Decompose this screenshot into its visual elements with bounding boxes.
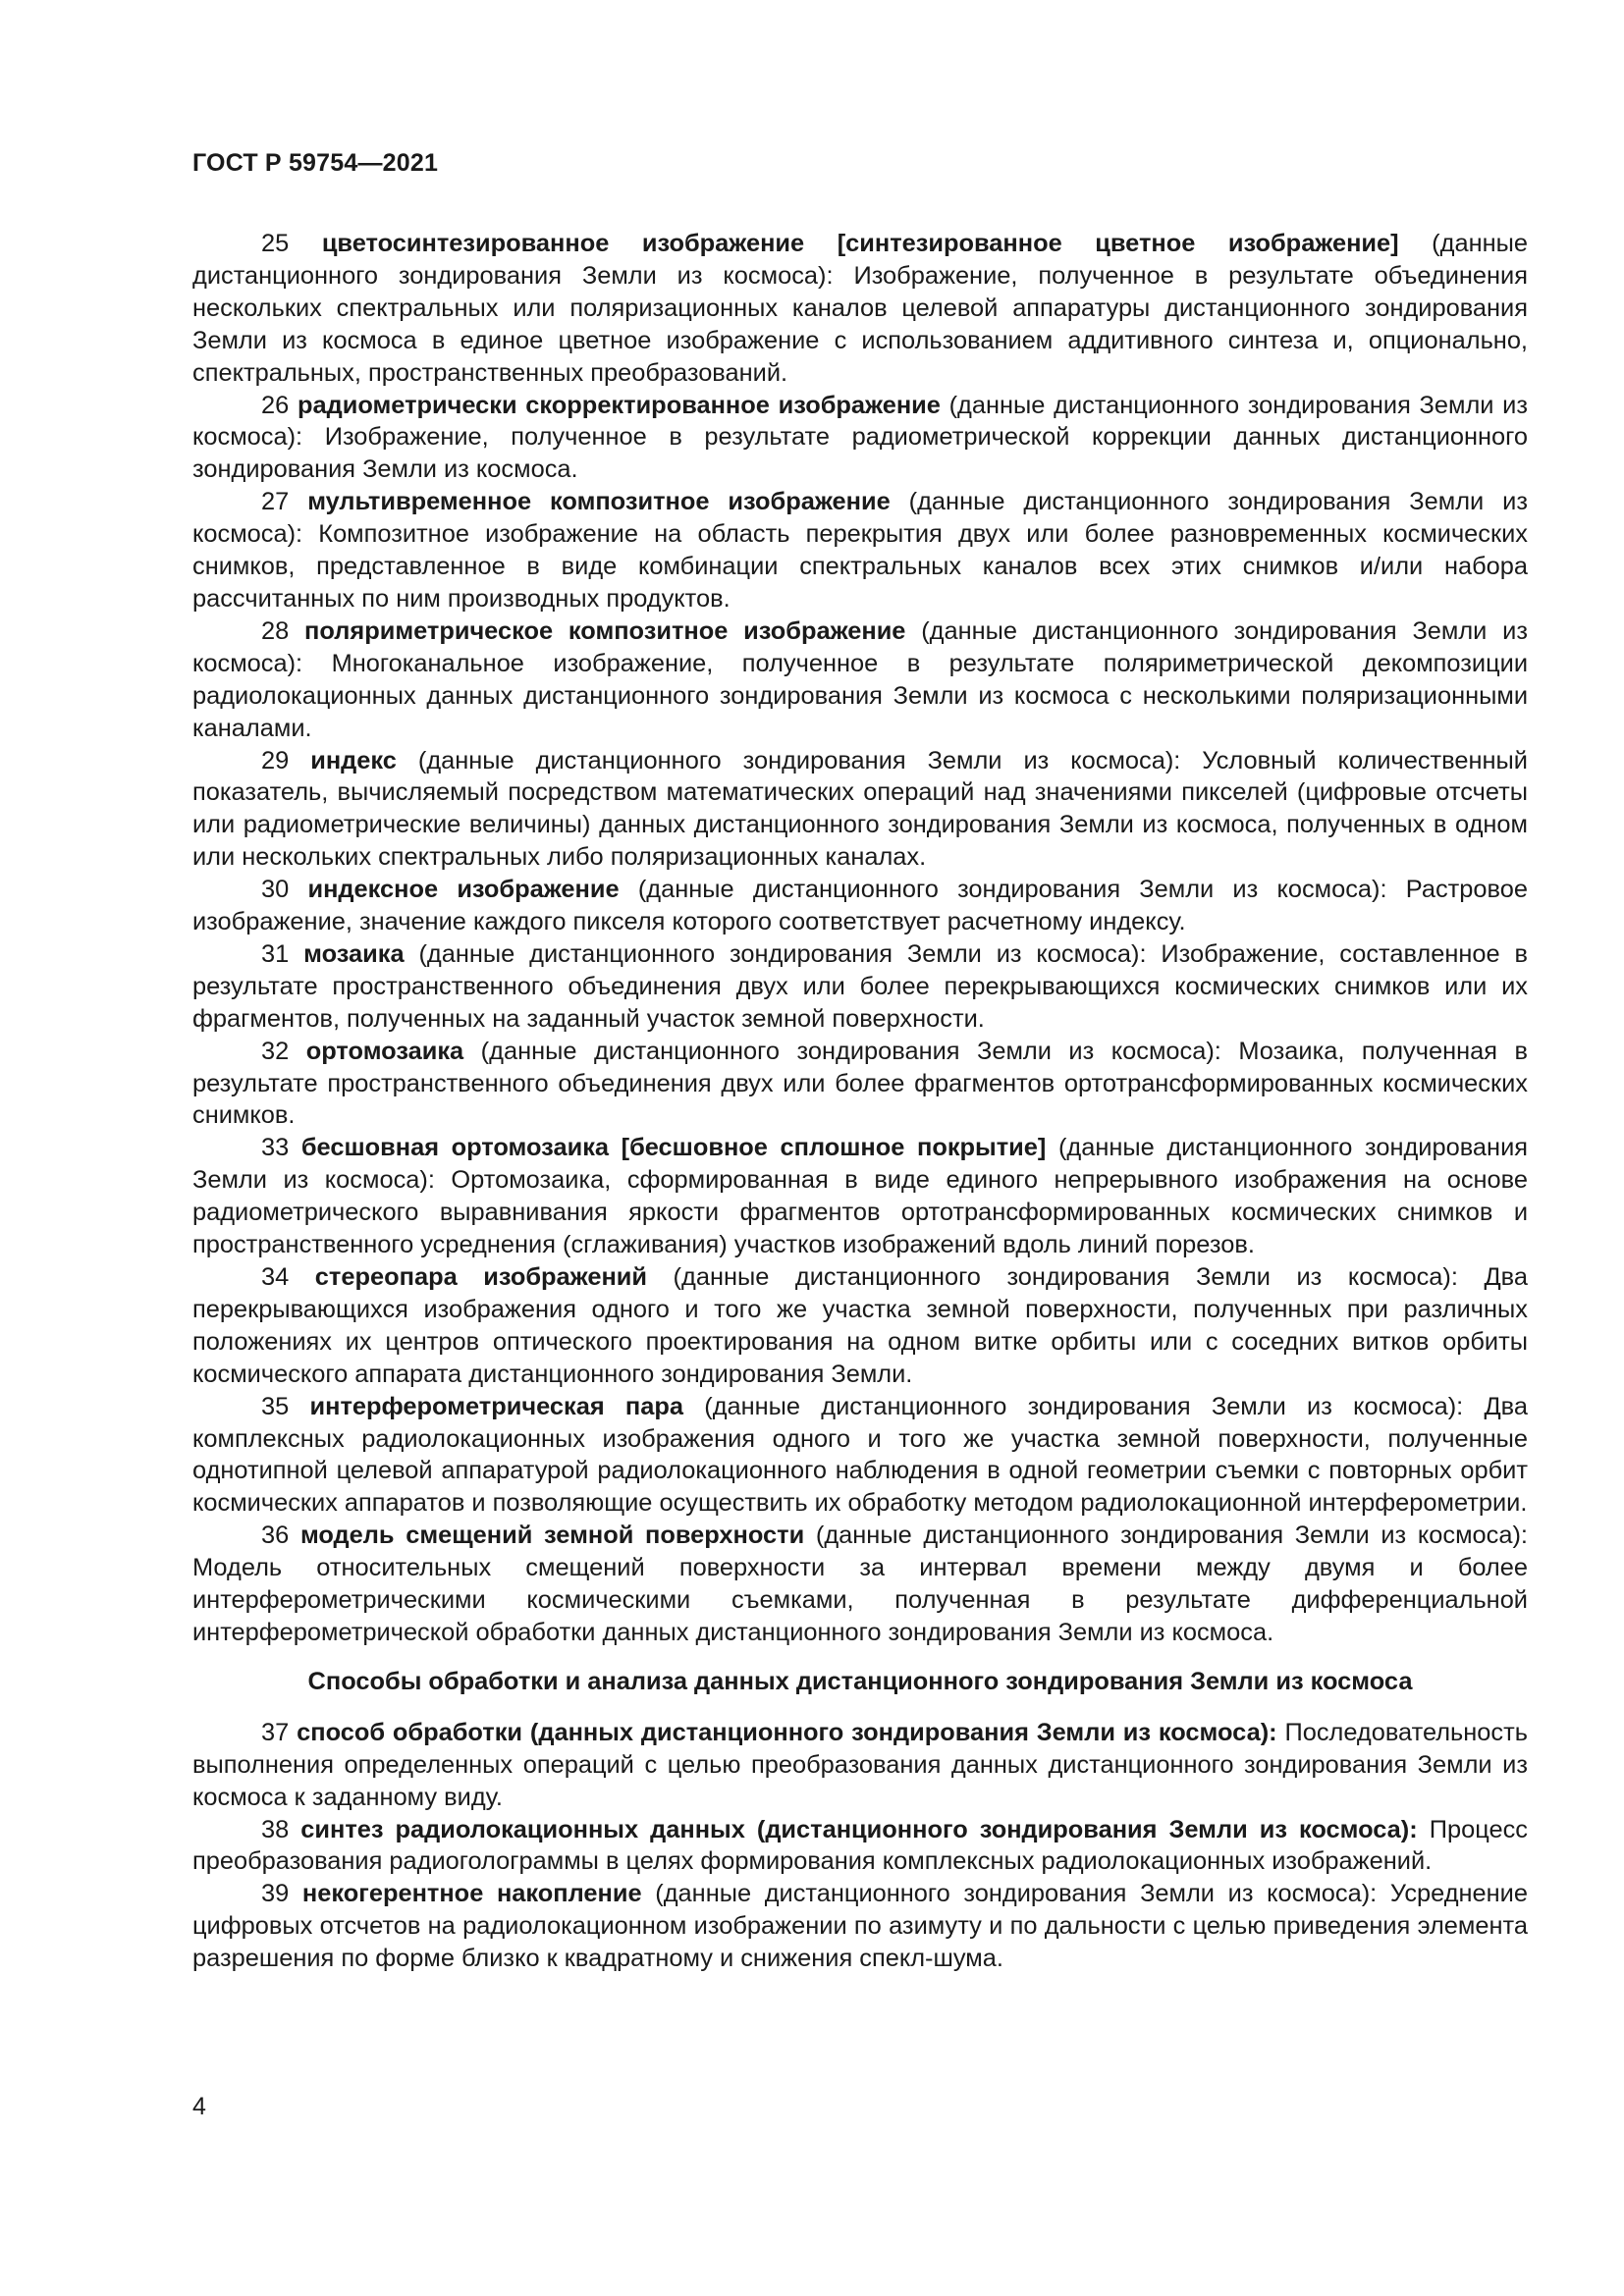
term-entry-33 — [192, 1132, 1528, 1261]
term-definition: (данные дистанционного зондирования Земли из космоса): Два перекрывающихся изображения одного и того же участка земной поверхности, полученных при различных положениях их центров оптического проектирования на одном витке орбиты или с соседних витков орбиты космического аппарата дистанционного зондирования Земли. — [192, 1263, 1528, 1388]
term-entry-35 — [192, 1391, 1528, 1521]
term-number: 28 — [261, 616, 290, 645]
term-entry-32 — [192, 1036, 1528, 1133]
term-title: некогерентное накопление — [301, 1880, 642, 1908]
term-definition: (данные дистанционного зондирования Земли из космоса): Два комплексных радиолокационных изображения одного и того же участка земной поверхности, полученные однотипной целевой аппаратурой радиолокационного наблюдения в одной геометрии съемки с повторных орбит космических аппаратов и позволяющие осуществить их обработку методом радиолокационной интерферометрии. — [192, 1392, 1528, 1518]
page-number: 4 — [192, 2093, 206, 2120]
term-number: 27 — [261, 488, 290, 516]
term-title: модель смещений земной поверхности — [299, 1522, 805, 1550]
term-definition: (данные дистанционного зондирования Земли из космоса): Условный количественный показатель, вычисляемый посредством математических операций над значениями пикселей (цифровые отсчеты или радиометрические величины) данных дистанционного зондирования Земли из космоса, полученных в одном или нескольких спектральных либо поляризационных каналах. — [192, 746, 1528, 872]
term-title: индексное изображение — [307, 876, 620, 904]
term-number: 38 — [261, 1815, 290, 1843]
term-definition: (данные дистанционного зондирования Земли из космоса): Изображение, составленное в результате пространственного объединения двух или более перекрывающихся космических снимков или их фрагментов, полученных на заданный участок земной поверхности. — [192, 939, 1528, 1033]
term-definition: (данные дистанционного зондирования Земли из космоса): Изображение, полученное в результате объединения нескольких спектральных или поляризационных каналов целевой аппаратуры дистанционного зондирования Земли из космоса в единое цветное изображение с использованием аддитивного синтеза и, опционально, спектральных, пространственных преобразований. — [192, 230, 1528, 387]
term-definition: (данные дистанционного зондирования Земли из космоса): Мозаика, полученная в результате пространственного объединения двух или более фрагментов ортотрансформированных космических снимков. — [192, 1037, 1528, 1130]
term-title: поляриметрическое композитное изображение — [304, 616, 906, 645]
term-title: ортомозаика — [305, 1037, 464, 1065]
term-title: индекс — [310, 746, 397, 774]
term-definition: (данные дистанционного зондирования Земли из космоса): Многоканальное изображение, полученное в результате поляриметрической декомпозиции радиолокационных данных дистанционного зондирования Земли из космоса с несколькими поляризационными каналами. — [192, 616, 1528, 742]
term-definition: Последовательность выполнения определенных операций с целью преобразования данных дистанционного зондирования Земли из космоса к заданному виду. — [192, 1718, 1528, 1811]
term-number: 29 — [261, 746, 290, 774]
term-definition: (данные дистанционного зондирования Земли из космоса): Композитное изображение на область перекрытия двух или более разновременных космических снимков, представленное в виде комбинации спектральных каналов всех этих снимков и/или набора рассчитанных по ним производных продуктов. — [192, 488, 1528, 613]
term-definition: (данные дистанционного зондирования Земли из космоса): Модель относительных смещений поверхности за интервал времени между двумя и более интерферометрическими космическими съемками, полученная в результате дифференциальной интерферометрической обработки данных дистанционного зондирования Земли из космоса. — [192, 1522, 1528, 1646]
term-entry-25 — [192, 228, 1528, 390]
term-number: 34 — [261, 1263, 290, 1291]
term-title: способ обработки (данных дистанционного зондирования Земли из космоса): — [297, 1718, 1277, 1746]
term-entry-34 — [192, 1261, 1528, 1391]
term-title: мультивременное композитное изображение — [307, 488, 891, 516]
term-title: стереопара изображений — [314, 1263, 648, 1291]
term-entry-30 — [192, 874, 1528, 938]
term-number: 30 — [261, 876, 290, 904]
term-entry-37 — [192, 1717, 1528, 1814]
document-header: ГОСТ Р 59754—2021 — [192, 149, 439, 177]
term-entry-39 — [192, 1878, 1528, 1975]
term-title: бесшовная ортомозаика [бесшовное сплошное покрытие] — [300, 1134, 1047, 1162]
term-entry-36 — [192, 1520, 1528, 1649]
term-entry-29 — [192, 745, 1528, 875]
term-entry-31 — [192, 938, 1528, 1036]
term-definition: (данные дистанционного зондирования Земли из космоса): Растровое изображение, значение каждого пикселя которого соответствует расчетному индексу. — [192, 876, 1528, 936]
term-title: мозаика — [303, 939, 405, 968]
section-heading: Способы обработки и анализа данных дистанционного зондирования Земли из космоса — [307, 1667, 1413, 1695]
term-number: 35 — [261, 1392, 290, 1420]
term-number: 39 — [261, 1880, 290, 1908]
term-number: 33 — [261, 1134, 290, 1162]
term-title: цветосинтезированное изображение [синтезированное цветное изображение] — [321, 230, 1399, 257]
term-number: 37 — [261, 1718, 290, 1746]
term-entry-28 — [192, 615, 1528, 745]
term-entry-27 — [192, 486, 1528, 615]
term-number: 36 — [261, 1522, 290, 1550]
term-definition: (данные дистанционного зондирования Земли из космоса): Усреднение цифровых отсчетов на радиолокационном изображении по азимуту и по дальности с целью приведения элемента разрешения по форме близко к квадратному и снижения спекл-шума. — [192, 1880, 1528, 1973]
term-entry-38 — [192, 1814, 1528, 1879]
term-title: интерферометрическая пара — [309, 1392, 683, 1420]
term-number: 25 — [261, 230, 290, 257]
term-number: 31 — [261, 939, 290, 968]
term-number: 32 — [261, 1037, 290, 1065]
term-title: радиометрически скорректированное изображение — [297, 391, 941, 419]
term-definition: Процесс преобразования радиоголограммы в целях формирования комплексных радиолокационных изображений. — [192, 1815, 1528, 1876]
term-definition: (данные дистанционного зондирования Земли из космоса): Ортомозаика, сформированная в виде единого непрерывного изображения на основе радиометрического выравнивания яркости фрагментов ортотрансформированных космических снимков и пространственного усреднения (сглаживания) участков изображений вдоль линий порезов. — [192, 1134, 1529, 1259]
term-entry-26 — [192, 390, 1528, 487]
term-definition: (данные дистанционного зондирования Земли из космоса): Изображение, полученное в результате радиометрической коррекции данных дистанционного зондирования Земли из космоса. — [192, 391, 1528, 484]
term-title: синтез радиолокационных данных (дистанционного зондирования Земли из космоса): — [300, 1815, 1418, 1843]
term-number: 26 — [261, 391, 290, 419]
document-body — [192, 228, 1528, 1975]
